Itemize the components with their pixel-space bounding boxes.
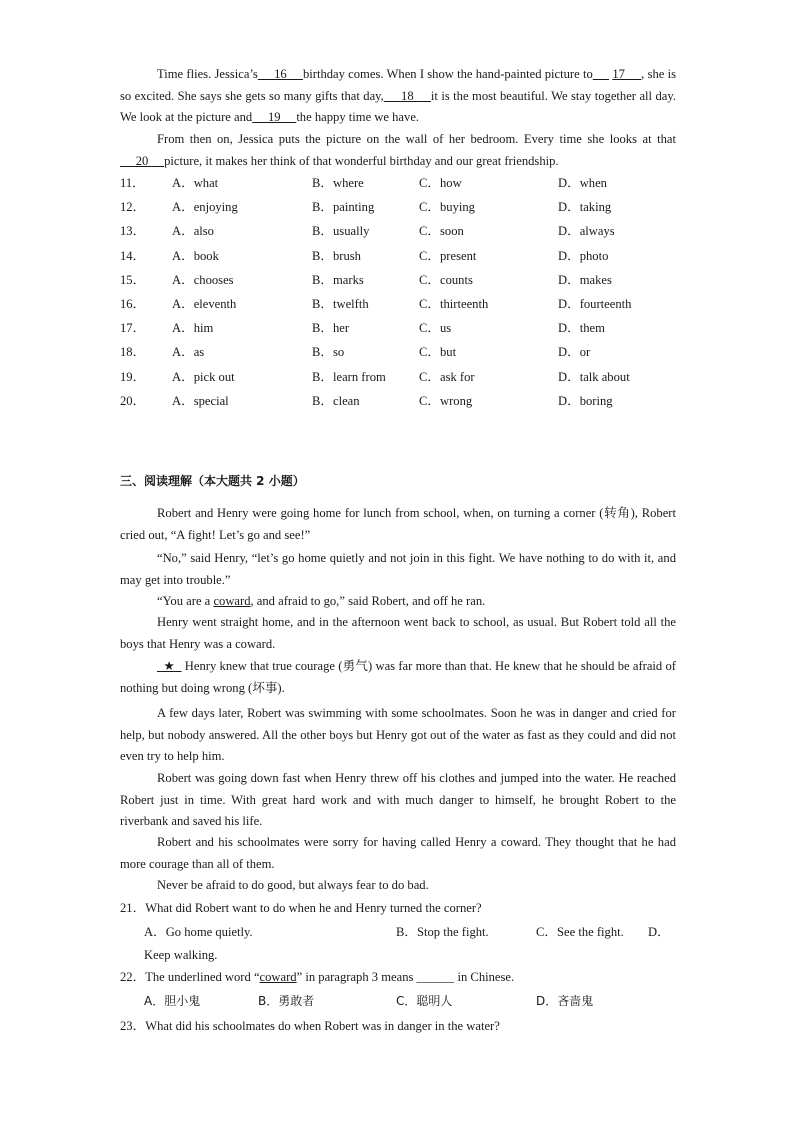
option-b[interactable]: B．learn from xyxy=(312,369,386,384)
cloze-paragraph-1 xyxy=(120,64,676,129)
option-row xyxy=(120,246,680,266)
blank-17: 17 xyxy=(612,67,642,81)
option-c[interactable]: C．counts xyxy=(419,272,473,287)
option-c[interactable]: C．soon xyxy=(419,224,464,239)
reading-paragraph-4: Henry went straight home, and in the afternoon went back to school, as usual. But Robert told all the boys that Henry was a coward. xyxy=(120,615,676,651)
question-number: 15． xyxy=(120,272,146,287)
option-d[interactable]: D．fourteenth xyxy=(558,297,632,311)
option-c[interactable]: C．present xyxy=(419,248,477,263)
option-d[interactable]: D．when xyxy=(558,176,607,190)
q21-option-a[interactable]: A．Go home quietly. xyxy=(144,925,253,939)
question-number: 16． xyxy=(120,297,146,311)
option-text: A．胆小鬼 xyxy=(144,994,201,1008)
cloze-text: From then on, Jessica puts the picture on the wall of her bedroom. Every time she looks at that xyxy=(157,132,676,146)
option-row xyxy=(120,197,680,217)
q21-option-b[interactable]: B．Stop the fight. xyxy=(396,925,489,939)
question-number: 14． xyxy=(120,248,146,263)
reading-paragraph-6: A few days later, Robert was swimming with some schoolmates. Soon he was in danger and cried for help, but nobody answered. All the other boys but Henry got out of the water as fast as they could and did not even try to help him. xyxy=(120,706,676,764)
question-number: 11． xyxy=(120,176,145,190)
option-d[interactable]: D．boring xyxy=(558,393,613,408)
option-row xyxy=(120,294,680,314)
option-b[interactable]: B．usually xyxy=(312,224,370,239)
option-row xyxy=(120,367,680,387)
option-row xyxy=(120,270,680,290)
option-text: B．勇敢者 xyxy=(258,994,315,1008)
cloze-paragraph-2 xyxy=(120,129,676,172)
option-d[interactable]: D．photo xyxy=(558,248,609,263)
blank-16: 16 xyxy=(257,67,303,81)
option-a[interactable]: A．what xyxy=(172,176,219,190)
cloze-text: it is the most beautiful. We stay together all day. We look at the picture and xyxy=(120,88,676,125)
reading-paragraph-7: Robert was going down fast when Henry threw off his clothes and jumped into the water. He reached Robert just in time. With great hard work and with much danger to himself, he brought Robert to the riverbank and saved his life. xyxy=(120,771,676,829)
option-b[interactable]: B．clean xyxy=(312,393,360,408)
option-b[interactable]: B．brush xyxy=(312,248,361,263)
blank-19: 19 xyxy=(252,110,297,125)
option-d[interactable]: D．or xyxy=(558,345,591,360)
option-d[interactable]: D．always xyxy=(558,224,615,239)
q21-option-c[interactable]: C．See the fight. xyxy=(536,925,624,939)
question-number: 17． xyxy=(120,321,146,336)
option-c[interactable]: C．how xyxy=(419,176,462,190)
reading-text: Henry knew that true courage (勇气) was far more than that. He knew that he should be afraid of nothing but doing wrong (坏事). xyxy=(120,659,676,695)
question-text: ” in paragraph 3 means ______ in Chinese. xyxy=(296,970,515,984)
option-b[interactable]: B．painting xyxy=(312,200,375,215)
option-c[interactable]: C．us xyxy=(419,321,452,336)
option-d[interactable]: D．makes xyxy=(558,272,612,287)
question-number: 18． xyxy=(120,345,146,360)
cloze-text: the happy time we have. xyxy=(296,110,420,125)
option-row xyxy=(120,173,680,193)
reading-paragraph-3 xyxy=(120,591,676,613)
option-d[interactable]: D．them xyxy=(558,321,605,336)
option-b[interactable]: B．marks xyxy=(312,272,364,287)
option-row xyxy=(120,342,680,362)
star-blank: ★ xyxy=(157,659,182,673)
q22-option-d[interactable] xyxy=(536,991,593,1013)
blank-20: 20 xyxy=(120,153,165,168)
underlined-word-coward: coward xyxy=(259,970,297,984)
cloze-text: , she is so excited. She says she gets so many gifts that day, xyxy=(120,67,677,103)
option-row xyxy=(120,221,680,241)
option-c[interactable]: C．buying xyxy=(419,200,475,215)
option-a[interactable]: A．enjoying xyxy=(172,200,238,215)
question-number: 12． xyxy=(120,200,146,215)
blank-18: 18 xyxy=(383,88,431,103)
option-b[interactable]: B．her xyxy=(312,321,350,336)
option-row xyxy=(120,318,680,338)
cloze-text: birthday comes. When I show the hand-painted picture to xyxy=(302,67,593,81)
option-a[interactable]: A．chooses xyxy=(172,272,234,287)
question-text: 22．The underlined word “ xyxy=(120,970,260,984)
option-c[interactable]: C．ask for xyxy=(419,369,475,384)
section-heading: 三、阅读理解（本大题共 2 小题） xyxy=(120,474,305,488)
reading-paragraph-5 xyxy=(120,656,676,699)
option-b[interactable]: B．so xyxy=(312,345,345,360)
option-b[interactable]: B．where xyxy=(312,176,364,190)
reading-text: , and afraid to go,” said Robert, and off he ran. xyxy=(250,594,486,608)
option-a[interactable]: A．him xyxy=(172,321,214,336)
option-c[interactable]: C．but xyxy=(419,345,457,360)
question-number: 13． xyxy=(120,224,146,239)
blank-17-lead xyxy=(593,67,609,81)
q22-option-b[interactable] xyxy=(258,991,314,1013)
option-c[interactable]: C．thirteenth xyxy=(419,297,489,311)
option-text: D．吝啬鬼 xyxy=(536,994,594,1008)
option-b[interactable]: B．twelfth xyxy=(312,297,369,311)
option-a[interactable]: A．eleventh xyxy=(172,297,237,311)
option-a[interactable]: A．as xyxy=(172,345,205,360)
reading-paragraph-8: Robert and his schoolmates were sorry for having called Henry a coward. They thought that he had more courage than all of them. xyxy=(120,835,676,871)
option-a[interactable]: A．special xyxy=(172,393,229,408)
option-c[interactable]: C．wrong xyxy=(419,393,473,408)
cloze-text: Time flies. Jessica’s xyxy=(157,67,258,81)
reading-paragraph-9: Never be afraid to do good, but always fear to do bad. xyxy=(157,878,429,892)
question-number: 19． xyxy=(120,369,146,384)
option-a[interactable]: A．book xyxy=(172,248,219,263)
q21-option-d-label[interactable]: D． xyxy=(648,925,670,939)
underlined-word-coward: coward xyxy=(213,594,251,608)
option-d[interactable]: D．taking xyxy=(558,200,612,215)
reading-text: “You are a xyxy=(157,594,214,608)
question-23: 23．What did his schoolmates do when Robert was in danger in the water? xyxy=(120,1019,500,1033)
reading-paragraph-2: “No,” said Henry, “let’s go home quietly and not join in this fight. We have nothing to do with it, and may get into trouble.” xyxy=(120,551,676,587)
option-a[interactable]: A．also xyxy=(172,224,214,239)
q21-option-d[interactable]: Keep walking. xyxy=(144,948,218,962)
question-22 xyxy=(120,967,514,989)
q22-option-a[interactable] xyxy=(144,991,200,1013)
question-21: 21．What did Robert want to do when he and Henry turned the corner? xyxy=(120,901,482,915)
option-row xyxy=(120,391,680,411)
option-a[interactable]: A．pick out xyxy=(172,369,235,384)
reading-paragraph-1: Robert and Henry were going home for lunch from school, when, on turning a corner (转角), Robert cried out, “A fight! Let’s go and see!” xyxy=(120,506,676,542)
q22-option-c[interactable] xyxy=(396,991,452,1013)
option-d[interactable]: D．talk about xyxy=(558,369,630,384)
cloze-text: picture, it makes her think of that wonderful birthday and our great friendship. xyxy=(164,153,559,168)
option-text: C．聪明人 xyxy=(396,994,453,1008)
question-number: 20． xyxy=(120,393,146,408)
